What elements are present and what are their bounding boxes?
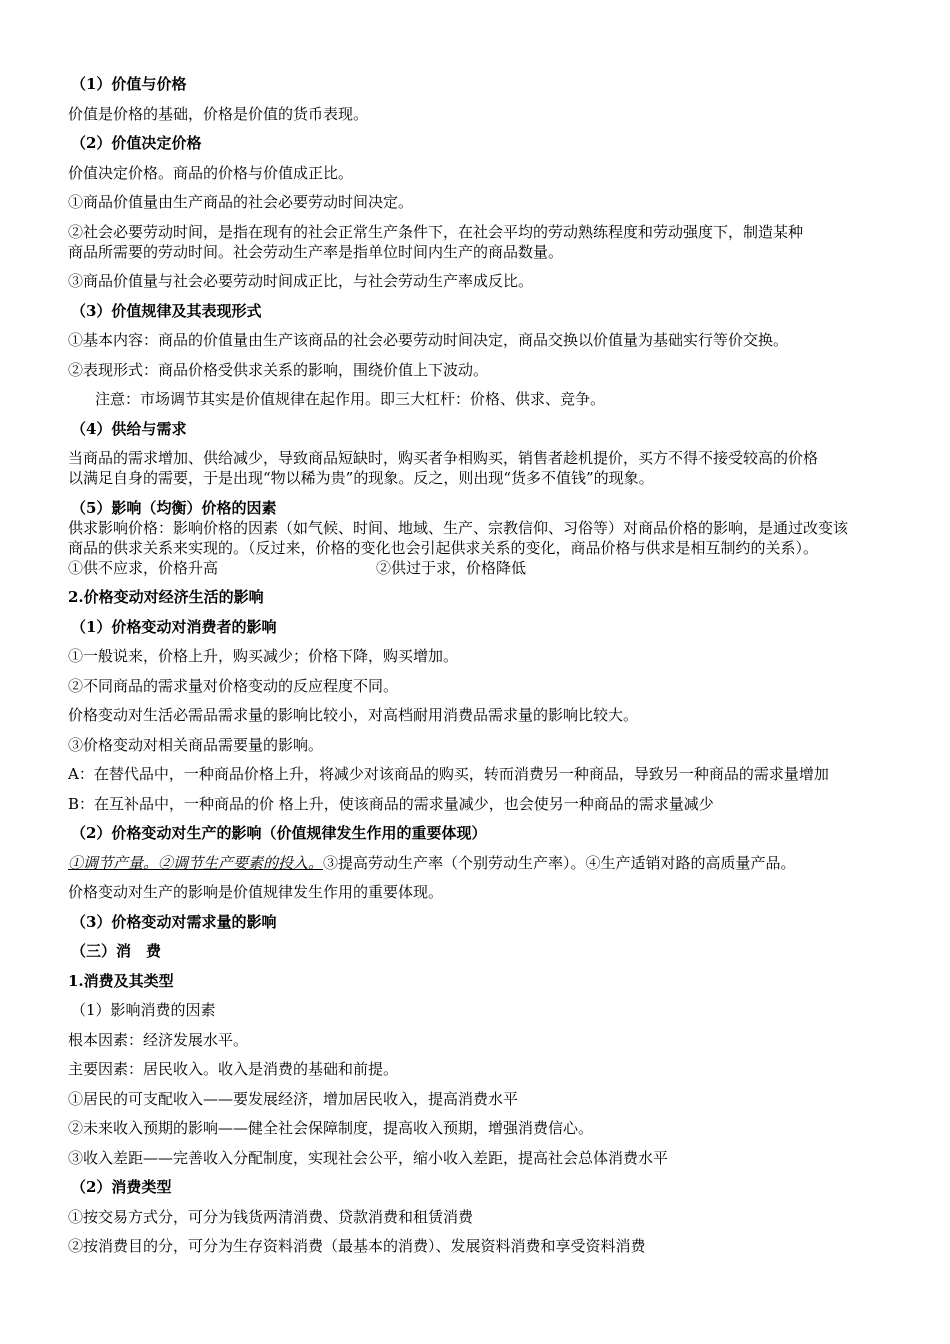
paragraph: ②表现形式：商品价格受供求关系的影响，围绕价值上下波动。: [68, 360, 489, 379]
paragraph: ①按交易方式分，可分为钱货两清消费、贷款消费和租赁消费: [68, 1207, 474, 1226]
supply-excess-item: ②供过于求，价格降低: [376, 558, 527, 577]
heading-consumption: （三）消 费: [71, 942, 162, 960]
paragraph: 价格变动对生活必需品需求量的影响比较小，对高档耐用消费品需求量的影响比较大。: [68, 706, 639, 724]
heading-value-and-price: （1）价值与价格: [71, 75, 187, 93]
paragraph-line: 以满足自身的需要，于是出现“物以稀为贵”的现象。反之，则出现“货多不值钱”的现象。: [68, 469, 654, 487]
heading-law-of-value: （3）价值规律及其表现形式: [71, 301, 262, 320]
paragraph: A：在替代品中，一种商品价格上升，将减少对该商品的购买，转而消费另一种商品，导致另一种商品的需求量增加: [68, 765, 829, 783]
paragraph-line: 供求影响价格：影响价格的因素（如气候、时间、地域、生产、宗教信仰、习俗等）对商品价格的影响，是通过改变该: [68, 518, 849, 537]
paragraph: ③商品价值量与社会必要劳动时间成正比，与社会劳动生产率成反比。: [68, 272, 534, 290]
paragraph-line: ②社会必要劳动时间，是指在现有的社会正常生产条件下，在社会平均的劳动熟练程度和劳动强度下，制造某种: [68, 222, 804, 241]
heading-effect-on-production: （2）价格变动对生产的影响（价值规律发生作用的重要体现）: [71, 824, 487, 842]
heading-consumption-types: 1.消费及其类型: [68, 971, 174, 990]
paragraph-line: 商品的供求关系来实现的。（反过来，价格的变化也会引起供求关系的变化，商品价格与供求是相互制约的关系）。: [68, 538, 819, 557]
heading-value-determines-price: （2）价值决定价格: [71, 134, 202, 152]
paragraph-text: ③提高劳动生产率（个别劳动生产率）。④生产适销对路的高质量产品。: [323, 853, 796, 872]
heading-consumption-categories: （2）消费类型: [71, 1178, 172, 1196]
heading-supply-and-demand: （4）供给与需求: [71, 419, 187, 438]
paragraph: 主要因素：居民收入。收入是消费的基础和前提。: [68, 1060, 399, 1078]
paragraph: ①商品价值量由生产商品的社会必要劳动时间决定。: [68, 193, 414, 211]
paragraph: [68, 853, 888, 873]
heading-effect-on-consumers: （1）价格变动对消费者的影响: [71, 617, 277, 636]
paragraph-line: 当商品的需求增加、供给减少，导致商品短缺时，购买者争相购买，销售者趁机提价，买方不得不接受较高的价格: [68, 449, 819, 467]
paragraph: ①基本内容：商品的价值量由生产该商品的社会必要劳动时间决定，商品交换以价值量为基础实行等价交换。: [68, 331, 789, 349]
heading-price-change-effects: 2.价格变动对经济生活的影响: [68, 588, 264, 606]
paragraph: 价值是价格的基础，价格是价值的货币表现。: [68, 104, 369, 123]
paragraph: ②未来收入预期的影响——健全社会保障制度，提高收入预期，增强消费信心。: [68, 1119, 594, 1137]
supply-short-item: ①供不应求，价格升高: [68, 558, 219, 577]
paragraph: 价格变动对生产的影响是价值规律发生作用的重要体现。: [68, 883, 444, 901]
note-paragraph: 注意：市场调节其实是价值规律在起作用。即三大杠杆：价格、供求、竞争。: [95, 390, 606, 408]
paragraph: 价值决定价格。商品的价格与价值成正比。: [68, 163, 354, 182]
paragraph: ②按消费目的分，可分为生存资料消费（最基本的消费）、发展资料消费和享受资料消费: [68, 1237, 646, 1255]
heading-effect-on-demand: （3）价格变动对需求量的影响: [71, 912, 277, 931]
subheading-consumption-factors: （1）影响消费的因素: [71, 1001, 216, 1019]
paragraph: ①一般说来，价格上升，购买减少；价格下降，购买增加。: [68, 647, 459, 665]
paragraph: ③价格变动对相关商品需要量的影响。: [68, 735, 324, 754]
paragraph: B：在互补品中，一种商品的价 格上升，使该商品的需求量减少，也会使另一种商品的需求量减少: [68, 794, 714, 813]
document-body: [68, 74, 888, 1266]
paragraph: ②不同商品的需求量对价格变动的反应程度不同。: [68, 676, 399, 695]
paragraph: ③收入差距——完善收入分配制度，实现社会公平，缩小收入差距，提高社会总体消费水平: [68, 1148, 669, 1167]
paragraph-line: 商品所需要的劳动时间。社会劳动生产率是指单位时间内生产的商品数量。: [68, 242, 564, 261]
paragraph: ①居民的可支配收入——要发展经济，增加居民收入，提高消费水平: [68, 1089, 519, 1108]
heading-price-factors: （5）影响（均衡）价格的因素: [71, 498, 277, 517]
underlined-text: ①调节产量。②调节生产要素的投入。: [68, 853, 324, 872]
two-column-line: [68, 558, 888, 578]
paragraph: 根本因素：经济发展水平。: [68, 1030, 249, 1049]
